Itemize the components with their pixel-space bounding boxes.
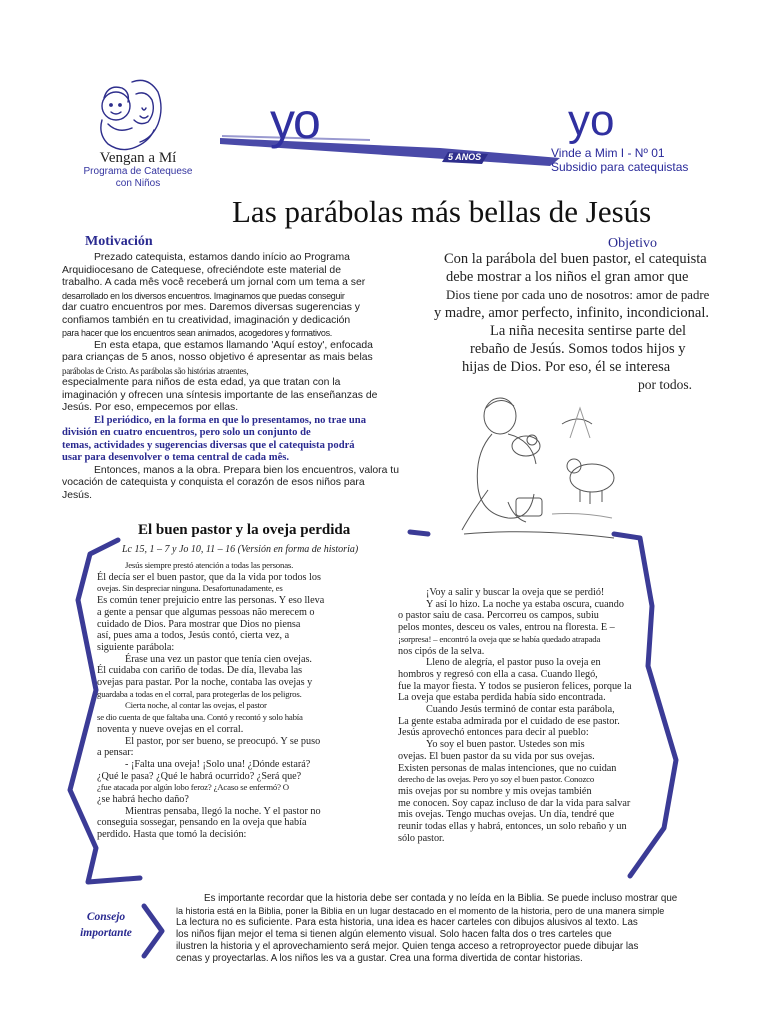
text-line: parábolas de Cristo. As parábolas são histórias atraentes, <box>62 365 249 376</box>
text-line: Lleno de alegría, el pastor puso la oveja en <box>426 657 601 669</box>
text-line: La lectura no es suficiente. Para esta historia, una idea es hacer carteles con dibujos alusivos al texto. Las <box>176 917 638 928</box>
text-line: fue la mayor fiesta. Y todos se pusieron felices, porque la <box>398 680 632 692</box>
text-line: Es común tener prejuicio entre las personas. Y eso lleva <box>97 595 325 607</box>
text-line: El pastor, por ser bueno, se preocupó. Y se puso <box>125 735 321 747</box>
text-line: La gente estaba admirada por el cuidado de ese pastor. <box>398 715 620 727</box>
text-line: usar para desenvolver o tema central de cada mês. <box>62 452 290 463</box>
text-line: ¡sorpresa! – encontró la oveja que se había quedado atrapada <box>398 633 601 644</box>
text-line: para hacer que los encuentros sean animados, acogedores y formativos. <box>62 328 332 338</box>
text-line: Él decía ser el buen pastor, que da la vida por todos los <box>97 571 321 583</box>
text-line: cuidado de Dios. Para mostrar que Dios no piensa <box>97 618 301 630</box>
text-line: o pastor saiu de casa. Percorreu os campos, subiu <box>398 610 599 622</box>
text-line: vocación de catequista y conquista el corazón de esos niños para <box>62 477 365 488</box>
logo-subtitle-line: Programa de Catequese <box>83 166 193 177</box>
text-line: nos cipós de la selva. <box>398 645 485 657</box>
text-line: los niños fijan mejor el tema si tienen algún elemento visual. Solo hacen falta dos o tres carteles que <box>176 929 612 940</box>
text-line: ilustren la historia y el aprovechamiento será mejor. Quien tenga acceso a retroproyector puede dibujar las <box>176 941 639 952</box>
text-line: ¡Voy a salir y buscar la oveja que se perdió! <box>426 587 605 598</box>
text-line: cenas y proyectarlas. A los niños les va a gustar. Crea una forma divertida de contar historias. <box>176 953 583 964</box>
text-line: temas, actividades y sugerencias diversas que el catequista podrá <box>62 439 355 451</box>
text-line: trabalho. A cada mês você receberá um jornal com um tema a ser <box>62 277 366 288</box>
text-line: Mientras pensaba, llegó la noche. Y el pastor no <box>125 805 321 817</box>
text-line: ovejas. El buen pastor da su vida por sus ovejas. <box>398 750 595 762</box>
text-line: Entonces, manos a la obra. Prepara bien los encuentros, valora tu <box>94 464 399 476</box>
text-line: confiamos también en tu creatividad, imaginación y dedicación <box>62 314 351 326</box>
text-line: a pensar: <box>97 747 134 759</box>
issue-number: Vinde a Mim I - Nº 01 <box>551 146 665 160</box>
story-column-1 <box>97 560 359 841</box>
text-line: La oveja que estaba perdida había sido encontrada. <box>398 692 606 704</box>
text-line: Jesús. Por eso, empecemos por ellas. <box>62 402 239 413</box>
text-line: hombros y regresó con ella a casa. Cuando llegó, <box>398 668 598 680</box>
text-line: Él cuidaba con cariño de todas. De día, llevaba las <box>97 665 303 677</box>
text-line: para crianças de 5 anos, nosso objetivo é apresentar as mais belas <box>62 352 373 363</box>
text-line: ¿se habrá hecho daño? <box>97 794 189 806</box>
text-line: especialmente para niños de esta edad, ya que tratan con la <box>62 377 341 388</box>
text-line: dar cuatro encuentros por mes. Daremos diversas sugerencias y <box>62 302 361 313</box>
text-line: ovejas para pastar. Por la noche, contaba las ovejas y <box>97 677 313 689</box>
text-line: - ¡Falta una oveja! ¡Solo una! ¿Dónde estará? <box>125 758 311 770</box>
text-line: rebaño de Jesús. Somos todos hijos y <box>470 341 686 357</box>
text-line: perdido. Hasta que tomó la decisión: <box>97 829 247 841</box>
text-line: Jesús siempre prestó atención a todas las personas. <box>125 560 294 570</box>
text-line: Érase una vez un pastor que tenía cien ovejas. <box>125 653 312 665</box>
text-line: mis ovejas por su nombre y mis ovejas también <box>398 785 592 797</box>
text-line: noventa y nueve ovejas en el corral. <box>97 723 244 735</box>
consejo-text <box>176 893 706 965</box>
story-column-2 <box>398 587 660 844</box>
text-line: Dios tiene por cada uno de nosotros: amor de padre <box>446 288 710 302</box>
text-line: hijas de Dios. Por eso, él se interesa <box>462 359 671 375</box>
text-line: por todos. <box>638 377 692 392</box>
text-line: Arquidiocesano de Catequese, ofreciéndote este material de <box>62 264 341 276</box>
text-line: En esta etapa, que estamos llamando 'Aquí estoy', enfocada <box>94 339 373 351</box>
text-line: reunir todas ellas y habrá, entonces, un solo rebaño y un <box>398 821 627 833</box>
text-line: ovejas. Sin despreciar ninguna. Desafortunadamente, es <box>97 583 283 594</box>
text-line: Con la parábola del buen pastor, el catequista <box>444 251 707 267</box>
text-line: Existen personas de malas intenciones, que no cuidan <box>398 762 617 774</box>
text-line: mis ovejas. Tengo muchas ovejas. Un día, tendré que <box>398 809 615 821</box>
consejo-heading-line: Consejo <box>86 911 126 923</box>
age-badge: 5 ANOS <box>448 152 482 162</box>
text-line: conseguia sossegar, pensando en la oveja que había <box>97 817 307 829</box>
text-line: debe mostrar a los niños el gran amor que <box>446 269 689 285</box>
text-line: se dio cuenta de que faltaba una. Contó y recontó y solo había <box>97 712 303 723</box>
text-line: división en cuatro encuentros, pero solo un conjunto de <box>62 427 311 438</box>
text-line: derecho de las ovejas. Pero yo soy el buen pastor. Conozco <box>398 774 595 785</box>
text-line: pelos montes, desceu os vales, entrou na floresta. E – <box>398 622 615 634</box>
objetivo-heading: Objetivo <box>608 236 657 251</box>
consejo-heading <box>66 909 146 941</box>
text-line: siguiente parábola: <box>97 641 175 653</box>
text-line: guardaba a todas en el corral, para protegerlas de los peligros. <box>97 688 302 699</box>
logo-title: Vengan a Mí <box>99 150 177 166</box>
text-line: Cierta noche, al contar las ovejas, el pastor <box>125 700 267 711</box>
story-heading: El buen pastor y la oveja perdida <box>138 522 351 538</box>
text-line: me conocen. Soy capaz incluso de dar la vida para salvar <box>398 797 631 809</box>
text-line: La niña necesita sentirse parte del <box>490 323 687 339</box>
text-line: desarrollado en los diversos encuentros. Imaginamos que puedas conseguir <box>62 290 345 301</box>
text-line: Prezado catequista, estamos dando início ao Programa <box>94 252 350 263</box>
text-line: sólo pastor. <box>398 832 445 844</box>
text-line: Jesús. <box>62 489 93 501</box>
yo-logo-left: yo <box>270 93 319 149</box>
page-title: Las parábolas más bellas de Jesús <box>232 194 652 229</box>
text-line: así, pues ama a todos, Jesús contó, cierta vez, a <box>97 630 290 642</box>
issue-subtitle: Subsidio para catequistas <box>551 160 689 174</box>
text-line: Es importante recordar que la historia debe ser contada y no leída en la Biblia. Se puede incluso mostrar que <box>204 893 678 904</box>
text-line: Jesús aprovechó entonces para decir al pueblo: <box>398 727 589 739</box>
text-line: Y así lo hizo. La noche ya estaba oscura, cuando <box>426 598 624 610</box>
text-line: ¿Qué le pasa? ¿Qué le habrá ocurrido? ¿Será que? <box>97 770 302 782</box>
text-line: Cuando Jesús terminó de contar esta parábola, <box>426 704 615 716</box>
yo-logo-right: yo <box>568 96 615 145</box>
consejo-heading-line: importante <box>80 927 132 939</box>
text-line: a gente a pensar que algumas pessoas não merecem o <box>97 606 315 618</box>
text-line: y madre, amor perfecto, infinito, incondicional. <box>434 305 710 321</box>
text-line: El periódico, en la forma en que lo presentamos, no trae una <box>94 414 366 426</box>
story-reference: Lc 15, 1 – 7 y Jo 10, 11 – 16 (Versión en forma de historia) <box>122 544 359 555</box>
logo-subtitle-line: con Niños <box>115 178 161 189</box>
text-line: ¿fue atacada por algún lobo feroz? ¿Acaso se enfermó? O <box>97 782 289 793</box>
text-line: Yo soy el buen pastor. Ustedes son mis <box>426 739 585 751</box>
chevron-right-icon <box>140 902 168 960</box>
motivacion-heading: Motivación <box>85 234 153 249</box>
text-line: la historia está en la Biblia, poner la Biblia en un lugar destacado en el momento de la historia, pero de una manera simple <box>176 906 665 916</box>
text-line: imaginación y ofrecen una síntesis importante de las enseñanzas de <box>62 389 378 401</box>
